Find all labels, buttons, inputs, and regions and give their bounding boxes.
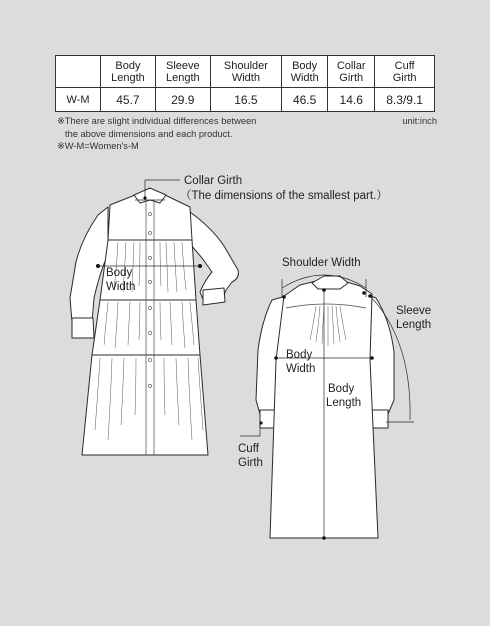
back-body-length-label-1: Body [328, 383, 355, 395]
unit-label: unit:inch [402, 116, 437, 126]
header-cuff-girth: Cuff Girth [375, 56, 435, 88]
back-body-length-label-2: Length [326, 397, 362, 409]
back-body-width-label-2: Width [286, 363, 316, 375]
back-sleeve-length-label-2: Length [396, 319, 432, 331]
cell-sleeve-length: 29.9 [155, 88, 210, 112]
front-dress-illustration [70, 180, 238, 455]
back-cuff-girth-label-2: Girth [238, 457, 263, 469]
front-collar-girth-note: （The dimensions of the smallest part.） [180, 190, 388, 202]
cell-body-length: 45.7 [101, 88, 156, 112]
cell-cuff-girth: 8.3/9.1 [375, 88, 435, 112]
cell-body-width: 46.5 [282, 88, 328, 112]
note-difference: ※There are slight individual differences between [57, 116, 257, 126]
note-difference-cont: the above dimensions and each product. [65, 128, 233, 139]
back-body-width-label-1: Body [286, 349, 313, 361]
header-body-length: Body Length [101, 56, 156, 88]
note-size-key: ※W-M=Women's-M [57, 141, 139, 151]
header-body-width: Body Width [282, 56, 328, 88]
front-collar-girth-label: Collar Girth [184, 175, 243, 187]
back-sleeve-length-label-1: Sleeve [396, 305, 432, 317]
back-shoulder-width-label: Shoulder Width [282, 257, 361, 269]
cell-collar-girth: 14.6 [328, 88, 375, 112]
header-shoulder-width: Shoulder Width [210, 56, 281, 88]
front-body-width-label-1: Body [106, 267, 133, 279]
front-body-width-label-2: Width [106, 281, 136, 293]
header-collar-girth: Collar Girth [328, 56, 375, 88]
header-sleeve-length: Sleeve Length [155, 56, 210, 88]
back-cuff-girth-label-1: Cuff [238, 443, 259, 455]
cell-shoulder-width: 16.5 [210, 88, 281, 112]
row-size-label: W-M [56, 88, 101, 112]
